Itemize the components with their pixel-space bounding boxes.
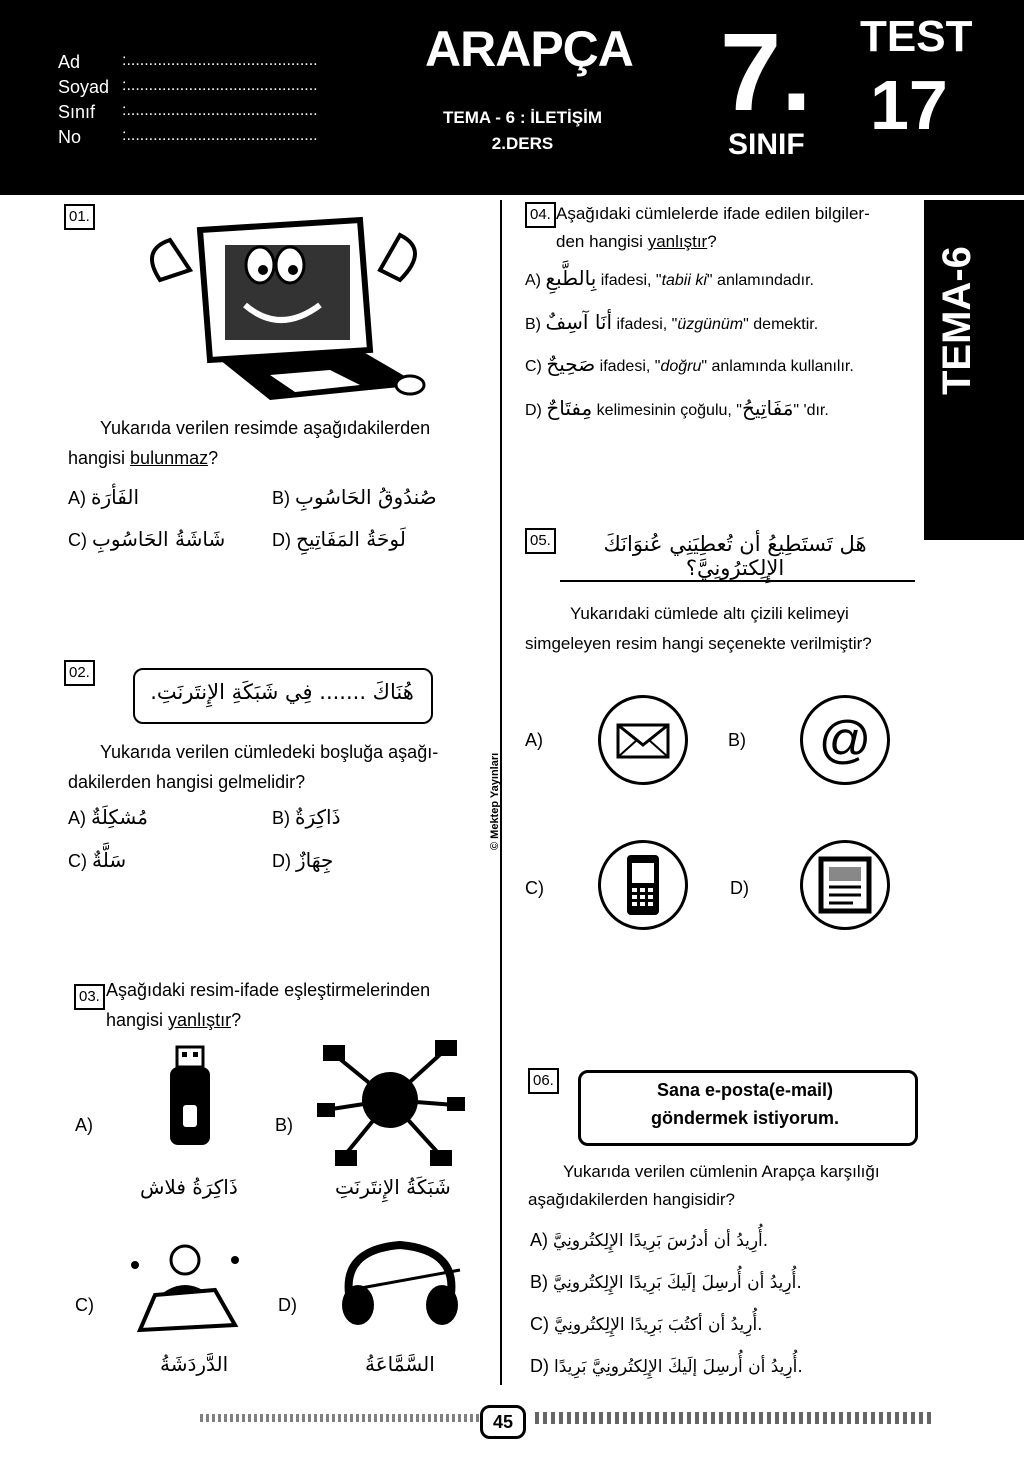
headphones-icon xyxy=(330,1230,470,1330)
q1-text-line2: hangisi bulunmaz? xyxy=(68,448,219,468)
question-number-4: 04. xyxy=(525,202,556,228)
network-icon xyxy=(315,1035,465,1170)
side-theme-label: TEMA-6 xyxy=(935,246,979,395)
q1-option-a[interactable]: A) الفَأرَة xyxy=(68,485,140,509)
q5-option-b[interactable]: B) xyxy=(728,730,746,750)
q5-text-line1: Yukarıdaki cümlede altı çizili kelimeyi xyxy=(570,604,849,623)
q6-option-d[interactable]: D) أُرِيدُ أن أُرسِلَ إلَيكَ الإِلِكتُرونِيَّ بَرِيدًا. xyxy=(530,1356,803,1377)
field-ad-label: Ad xyxy=(58,52,81,72)
question-number-2: 02. xyxy=(64,660,95,686)
field-sinif-line[interactable]: :........................................... xyxy=(122,102,318,119)
q5-sentence: هَل تَستَطِيعُ أن تُعطِيَنِي عُنوَانَكَ الإِلِكترُونِيَّ؟ xyxy=(603,532,867,580)
q2-option-b[interactable]: B) ذَاكِرَةٌ xyxy=(272,805,341,829)
publisher-credit: © Mektep Yayınları xyxy=(489,752,501,850)
q3-text-line1: Aşağıdaki resim-ifade eşleştirmelerinden xyxy=(106,980,431,1000)
q2-text-line2: dakilerden hangisi gelmelidir? xyxy=(68,772,306,792)
field-soyad-line[interactable]: :........................................... xyxy=(122,77,318,94)
q6-option-c[interactable]: C) أُرِيدُ أن أكتُبَ بَرِيدًا الإِلِكتُرونِيَّ. xyxy=(530,1314,763,1335)
q3-caption-b: شَبَكَةُ الإِنتَرنَتِ xyxy=(335,1175,451,1199)
q3-caption-c: الدَّردَشَةُ xyxy=(160,1352,229,1376)
q3-option-c[interactable]: C) xyxy=(75,1295,94,1315)
test-number: 17 xyxy=(870,66,948,144)
field-no-label: No xyxy=(58,127,82,147)
q4-text-line2: den hangisi yanlıştır? xyxy=(556,232,717,251)
question-number-6: 06. xyxy=(528,1068,559,1094)
q2-text-line1: Yukarıda verilen cümledeki boşluğa aşağı- xyxy=(100,742,439,762)
question-number-3: 03. xyxy=(74,984,105,1010)
mobile-phone-icon xyxy=(598,840,688,930)
q3-caption-a: ذَاكِرَةُ فلاش xyxy=(140,1175,238,1199)
question-number-1: 01. xyxy=(64,204,95,230)
q3-text-line2: hangisi yanlıştır? xyxy=(106,1010,242,1030)
q4-option-b[interactable]: B) أنَا آسِفٌ ifadesi, "üzgünüm" demektir. xyxy=(525,310,819,334)
q5-option-c[interactable]: C) xyxy=(525,878,544,898)
q1-option-c[interactable]: C) شَاشَةُ الحَاسُوبِ xyxy=(68,527,226,551)
q1-option-b[interactable]: B) صُندُوقُ الحَاسُوبِ xyxy=(272,485,437,509)
question-number-5: 05. xyxy=(525,528,556,554)
q6-text-line2: aşağıdakilerden hangisidir? xyxy=(528,1190,735,1209)
field-soyad-label: Soyad xyxy=(58,77,110,97)
q5-option-d[interactable]: D) xyxy=(730,878,749,898)
q1-text-line1: Yukarıda verilen resimde aşağıdakilerden xyxy=(100,418,431,438)
q4-text-line1: Aşağıdaki cümlelerde ifade edilen bilgiler- xyxy=(556,204,870,223)
envelope-icon xyxy=(598,695,688,785)
q3-emphasis: yanlıştır xyxy=(168,1010,232,1030)
page-number: 45 xyxy=(480,1405,526,1439)
footer-pattern-left xyxy=(200,1414,480,1422)
usb-flash-icon xyxy=(165,1045,215,1150)
q6-box-line1: Sana e-posta(e-mail) xyxy=(656,1080,834,1100)
footer-pattern-right xyxy=(535,1412,935,1424)
q5-option-a[interactable]: A) xyxy=(525,730,543,750)
grade-label: SINIF xyxy=(728,128,805,161)
q3-option-b[interactable]: B) xyxy=(275,1115,293,1135)
q1-option-d[interactable]: D) لَوحَةُ المَفَاتِيحِ xyxy=(272,527,406,551)
q5-separator xyxy=(560,580,915,582)
q3-option-a[interactable]: A) xyxy=(75,1115,93,1135)
q4-option-d[interactable]: D) مِفتَاحٌ kelimesinin çoğulu, "مَفَاتِيحُ" 'dır. xyxy=(525,396,829,420)
q2-option-c[interactable]: C) سَلَّةٌ xyxy=(68,848,127,872)
at-sign-icon: @ xyxy=(800,695,890,785)
q4-option-c[interactable]: C) صَحِيحٌ ifadesi, "doğru" anlamında kullanılır. xyxy=(525,352,854,376)
q4-option-a[interactable]: A) بِالطَّبعِ ifadesi, "tabii ki" anlamındadır. xyxy=(525,266,814,290)
q1-emphasis: bulunmaz xyxy=(130,448,209,468)
q4-emphasis: yanlıştır xyxy=(647,232,708,251)
chat-laptop-icon xyxy=(115,1235,255,1335)
q6-option-a[interactable]: A) أُرِيدُ أن أدرُسَ بَرِيدًا الإِلِكتُرونِيَّ. xyxy=(530,1230,769,1251)
q6-text-line1: Yukarıda verilen cümlenin Arapça karşılığı xyxy=(563,1162,880,1181)
header-banner xyxy=(0,0,1024,195)
grade-number: 7. xyxy=(720,11,812,134)
q2-option-a[interactable]: A) مُشكِلَةٌ xyxy=(68,805,148,829)
field-ad-line[interactable]: :........................................... xyxy=(122,52,318,69)
q5-text-line2: simgeleyen resim hangi seçenekte verilmiştir? xyxy=(525,634,872,653)
lesson-label: 2.DERS xyxy=(491,134,554,153)
computer-illustration xyxy=(130,210,450,410)
q3-caption-d: السَّمَّاعَةُ xyxy=(365,1352,435,1376)
q2-sentence: هُنَاكَ ....... فِي شَبَكَةِ الإِنتَرنَتِ. xyxy=(150,680,414,704)
field-sinif-label: Sınıf xyxy=(58,102,96,122)
q3-option-d[interactable]: D) xyxy=(278,1295,297,1315)
field-no-line[interactable]: :........................................... xyxy=(122,127,318,144)
q6-box-line2: göndermek istiyorum. xyxy=(650,1108,840,1128)
q2-option-d[interactable]: D) جِهَازٌ xyxy=(272,848,334,872)
newspaper-icon xyxy=(800,840,890,930)
theme-label: TEMA - 6 : İLETİŞİM xyxy=(443,108,602,127)
q6-option-b[interactable]: B) أُرِيدُ أن أُرسِلَ إلَيكَ بَرِيدًا الإِلِكتُرونِيَّ. xyxy=(530,1272,802,1293)
test-label: TEST xyxy=(860,12,973,61)
page-title: ARAPÇA xyxy=(425,21,633,77)
